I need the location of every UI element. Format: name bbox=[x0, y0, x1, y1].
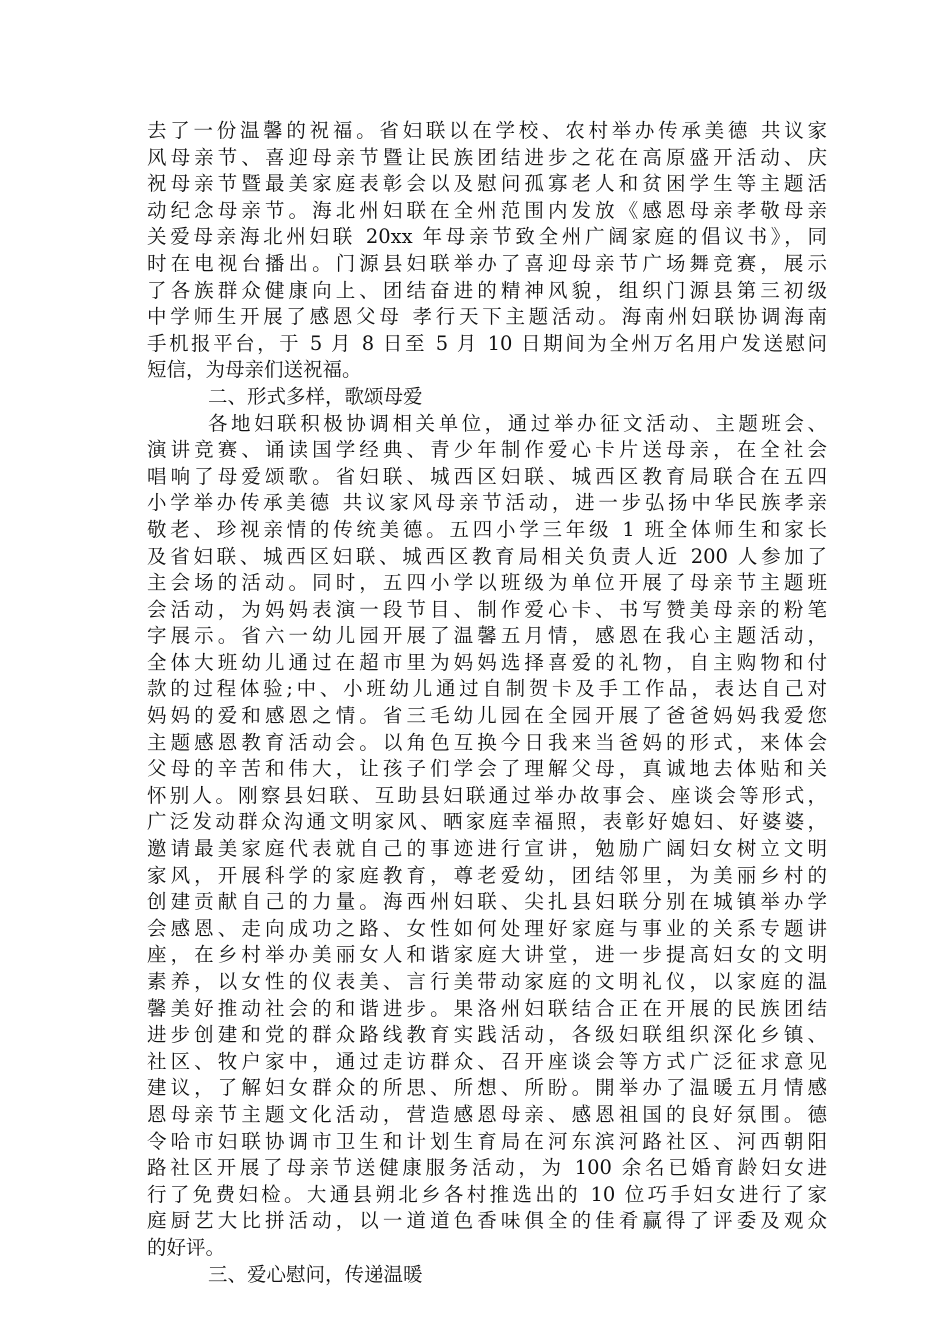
text-line: 中学师生开展了感恩父母 孝行天下主题活动。海南州妇联协调海南 bbox=[147, 305, 827, 329]
text-line: 进步创建和党的群众路线教育实践活动，各级妇联组织深化乡镇、 bbox=[147, 1023, 827, 1047]
text-line: 邀请最美家庭代表就自己的事迹进行宣讲，勉励广阔妇女树立文明 bbox=[147, 837, 827, 861]
text-line: 主会场的活动。同时，五四小学以班级为单位开展了母亲节主题班 bbox=[147, 571, 827, 595]
document-page bbox=[147, 118, 827, 1288]
text-line: 令哈市妇联协调市卫生和计划生育局在河东滨河路社区、河西朝阳 bbox=[147, 1129, 827, 1153]
text-line: 风母亲节、喜迎母亲节暨让民族团结进步之花在高原盛开活动、庆 bbox=[147, 145, 827, 169]
text-line: 广泛发动群众沟通文明家风、晒家庭幸福照，表彰好媳妇、好婆婆， bbox=[147, 810, 827, 834]
text-line: 庭厨艺大比拼活动，以一道道色香味俱全的佳肴赢得了评委及观众 bbox=[147, 1209, 827, 1233]
text-line: 主题感恩教育活动会。以角色互换今日我来当爸妈的形式，来体会 bbox=[147, 730, 827, 754]
text-line: 敬老、珍视亲情的传统美德。五四小学三年级 1 班全体师生和家长 bbox=[147, 517, 827, 541]
text-line: 祝母亲节暨最美家庭表彰会以及慰问孤寡老人和贫困学生等主题活 bbox=[147, 172, 827, 196]
text-line: 时在电视台播出。门源县妇联举办了喜迎母亲节广场舞竞赛，展示 bbox=[147, 251, 827, 275]
text-line: 行了免费妇检。大通县朔北乡各村推选出的 10 位巧手妇女进行了家 bbox=[147, 1182, 827, 1206]
text-line: 动纪念母亲节。海北州妇联在全州范围内发放《感恩母亲孝敬母亲 bbox=[147, 198, 827, 222]
heading-text: 二、形式多样，歌颂母爱 bbox=[208, 384, 423, 408]
text-line: 去了一份温馨的祝福。省妇联以在学校、农村举办传承美德 共议家 bbox=[147, 119, 827, 142]
text-line: 演讲竞赛、诵读国学经典、青少年制作爱心卡片送母亲，在全社会 bbox=[147, 438, 827, 462]
text-line: 怀别人。刚察县妇联、互助县妇联通过举办故事会、座谈会等形式， bbox=[147, 783, 827, 807]
text-line: 小学举办传承美德 共议家风母亲节活动，进一步弘扬中华民族孝亲 bbox=[147, 491, 827, 515]
text-line: 会活动，为妈妈表演一段节目、制作爱心卡、书写赞美母亲的粉笔 bbox=[147, 597, 827, 621]
text-line: 社区、牧户家中，通过走访群众、召开座谈会等方式广泛征求意见 bbox=[147, 1049, 827, 1073]
text-line: 的好评。 bbox=[147, 1235, 226, 1259]
text-line: 唱响了母爱颂歌。省妇联、城西区妇联、城西区教育局联合在五四 bbox=[147, 464, 827, 488]
text-line: 父母的辛苦和伟大，让孩子们学会了理解父母，真诚地去体贴和关 bbox=[147, 757, 827, 781]
text-line: 短信，为母亲们送祝福。 bbox=[147, 358, 362, 382]
text-line: 关爱母亲海北州妇联 20xx 年母亲节致全州广阔家庭的倡议书》，同 bbox=[147, 225, 827, 249]
text-line: 了各族群众健康向上、团结奋进的精神风貌，组织门源县第三初级 bbox=[147, 278, 827, 302]
text-line: 馨美好推动社会的和谐进步。果洛州妇联结合正在开展的民族团结 bbox=[147, 996, 827, 1020]
text-line: 会感恩、走向成功之路、女性如何处理好家庭与事业的关系专题讲 bbox=[147, 916, 827, 940]
text-line: 全体大班幼儿通过在超市里为妈妈选择喜爱的礼物，自主购物和付 bbox=[147, 650, 827, 674]
body-paragraph bbox=[147, 118, 827, 384]
text-line: 座，在乡村举办美丽女人和谐家庭大讲堂，进一步提高妇女的文明 bbox=[147, 943, 827, 967]
text-line: 妈妈的爱和感恩之情。省三毛幼儿园在全园开展了爸爸妈妈我爱您 bbox=[147, 704, 827, 728]
text-line: 家风，开展科学的家庭教育，尊老爱幼，团结邻里，为美丽乡村的 bbox=[147, 863, 827, 887]
text-line: 建议，了解妇女群众的所思、所想、所盼。開举办了温暖五月情感 bbox=[147, 1076, 827, 1100]
text-line: 创建贡献自己的力量。海西州妇联、尖扎县妇联分别在城镇举办学 bbox=[147, 890, 827, 914]
heading-text: 三、爱心慰问，传递温暖 bbox=[208, 1262, 423, 1286]
text-line: 字展示。省六一幼儿园开展了温馨五月情，感恩在我心主题活动， bbox=[147, 624, 827, 648]
section-heading bbox=[147, 384, 827, 411]
body-paragraph bbox=[147, 411, 827, 1262]
text-line: 及省妇联、城西区妇联、城西区教育局相关负责人近 200 人参加了 bbox=[147, 544, 827, 568]
section-heading bbox=[147, 1262, 827, 1289]
text-line: 各地妇联积极协调相关单位，通过举办征文活动、主题班会、 bbox=[208, 411, 827, 435]
text-line: 款的过程体验;中、小班幼儿通过自制贺卡及手工作品，表达自己对 bbox=[147, 677, 827, 701]
text-line: 素养，以女性的仪表美、言行美带动家庭的文明礼仪，以家庭的温 bbox=[147, 970, 827, 993]
text-line: 恩母亲节主题文化活动，营造感恩母亲、感恩祖国的良好氛围。德 bbox=[147, 1102, 827, 1126]
text-line: 路社区开展了母亲节送健康服务活动，为 100 余名已婚育龄妇女进 bbox=[147, 1156, 827, 1180]
text-line: 手机报平台，于 5 月 8 日至 5 月 10 日期间为全州万名用户发送慰问 bbox=[147, 331, 827, 355]
